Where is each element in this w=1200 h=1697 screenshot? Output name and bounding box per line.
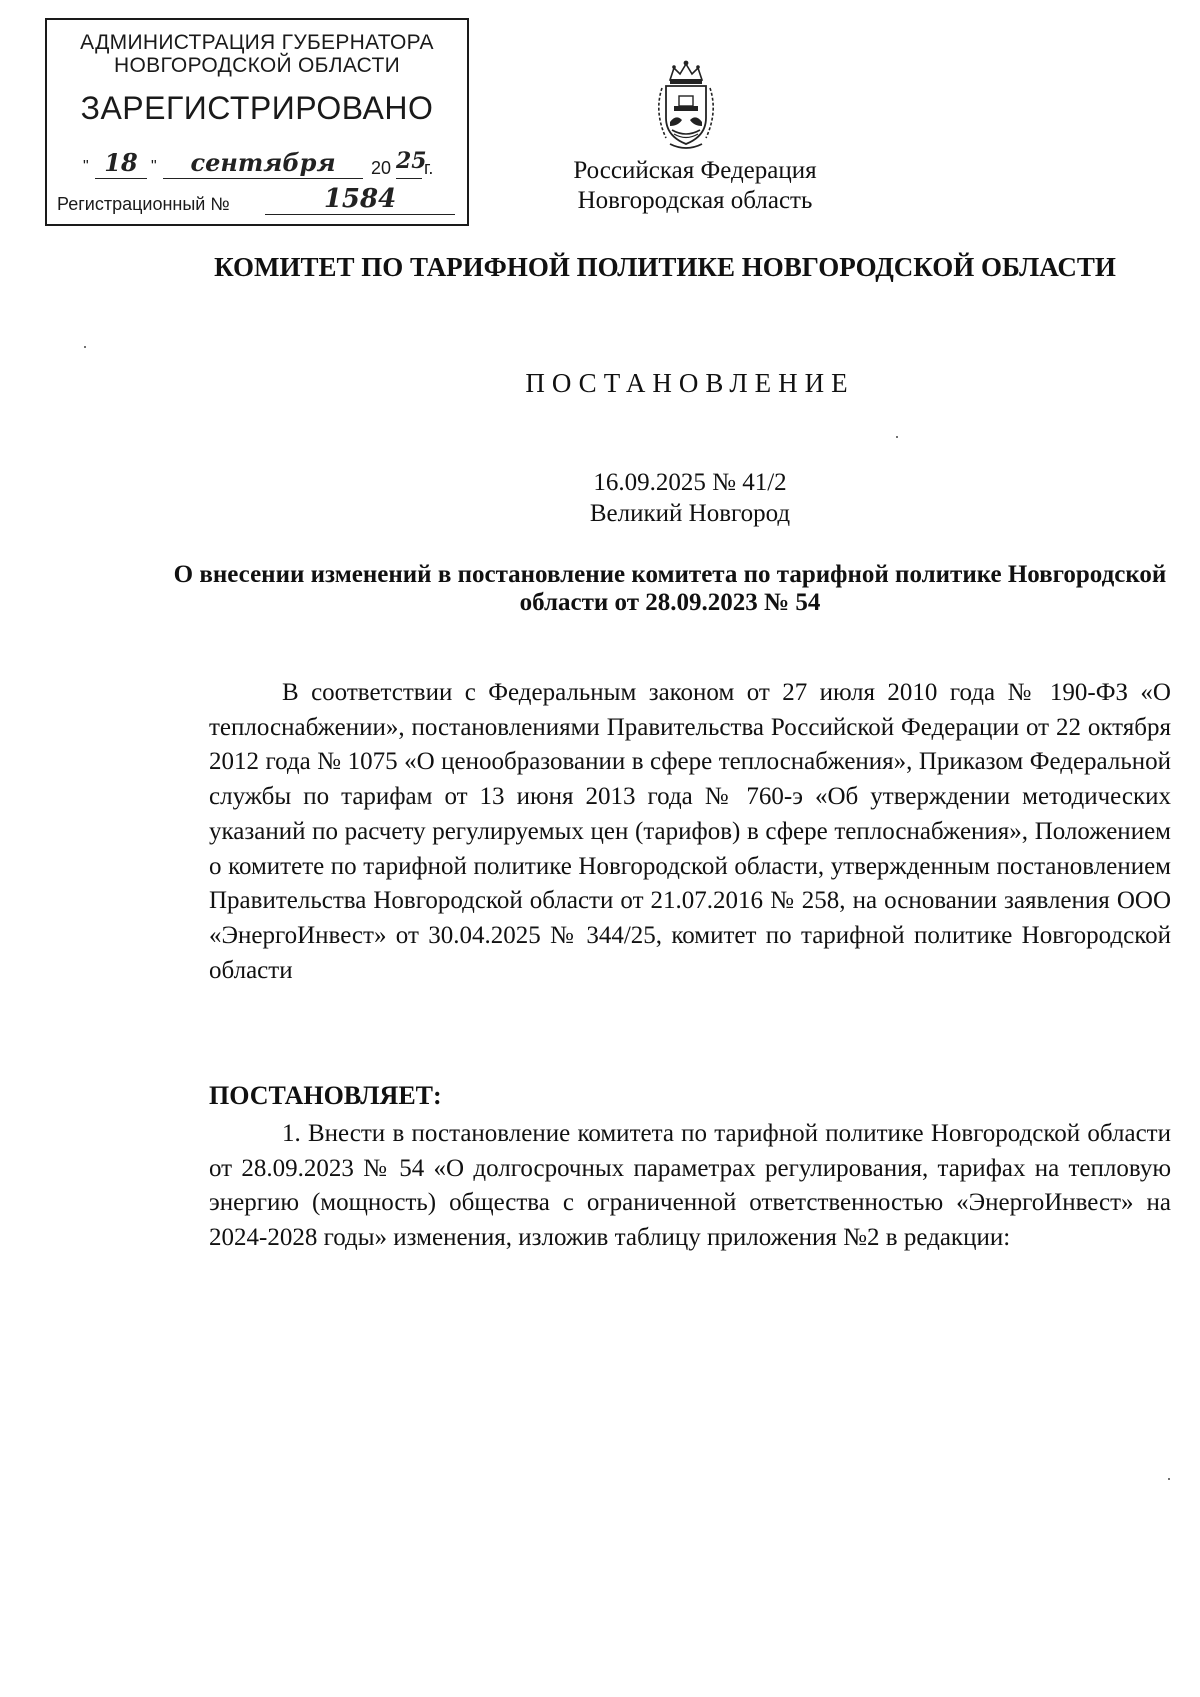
registration-stamp [45, 18, 469, 226]
preamble-paragraph: В соответствии с Федеральным законом от 27 июля 2010 года № 190-ФЗ «О теплоснабжении», постановлениями Правительства Российской Федерации от 22 октября 2012 года № 1075 «О ценообразовании в сфере теплоснабжения», Приказом Федеральной службы по тарифам от 13 июня 2013 года № 760-э «Об утверждении методических указаний по расчету регулируемых цен (тарифов) в сфере теплоснабжения», Положением о комитете по тарифной политике Новгородской области, утвержденным постановлением Правительства Новгородской области от 21.07.2016 № 258, на основании заявления ООО «ЭнергоИнвест» от 30.04.2025 № 344/25, комитет по тарифной политике Новгородской области [209, 679, 1171, 984]
stamp-registration [47, 184, 467, 220]
scan-speck [84, 346, 86, 348]
region-name: Новгородская область [577, 187, 813, 214]
stamp-org-line1: АДМИНИСТРАЦИЯ ГУБЕРНАТОРА [80, 31, 434, 54]
coat-of-arms-icon [648, 58, 724, 154]
stamp-year-unit: г. [424, 158, 434, 178]
stamp-month: сентября [163, 148, 363, 179]
document-subject: О внесении изменений в постановление комитета по тарифной политике Новгородской области от 28.09.2023 № 54 [173, 561, 1167, 616]
clause-1-paragraph: 1. Внести в постановление комитета по тарифной политике Новгородской области от 28.09.2023 № 54 «О долгосрочных параметрах регулирования, тарифах на тепловую энергию (мощность) общества с ограниченной ответственностью «ЭнергоИнвест» на 2024-2028 годы» изменения, изложив таблицу приложения №2 в редакции: [209, 1120, 1171, 1252]
stamp-year-prefix: 20 [371, 158, 392, 178]
scan-speck [896, 436, 898, 438]
stamp-status: ЗАРЕГИСТРИРОВАНО [80, 90, 434, 126]
stamp-day: 18 [95, 148, 147, 179]
stamp-year-suffix: 25 [396, 148, 422, 179]
stamp-date: " 18 " сентября 20 25 г. [83, 148, 434, 178]
decree-heading: ПОСТАНОВЛЯЕТ: [209, 1081, 442, 1110]
document-city: Великий Новгород [589, 500, 791, 527]
stamp-reg-number: 1584 [265, 184, 455, 215]
document-number: 16.09.2025 № 41/2 [593, 469, 787, 496]
document-type: ПОСТАНОВЛЕНИЕ [525, 368, 855, 398]
country-name: Российская Федерация [573, 157, 817, 184]
stamp-reg-label: Регистрационный № [57, 194, 230, 214]
stamp-org-line2: НОВГОРОДСКОЙ ОБЛАСТИ [114, 54, 400, 77]
committee-title: КОМИТЕТ ПО ТАРИФНОЙ ПОЛИТИКЕ НОВГОРОДСКОЙ ОБЛАСТИ [214, 252, 1116, 282]
scan-speck [1168, 1478, 1170, 1480]
